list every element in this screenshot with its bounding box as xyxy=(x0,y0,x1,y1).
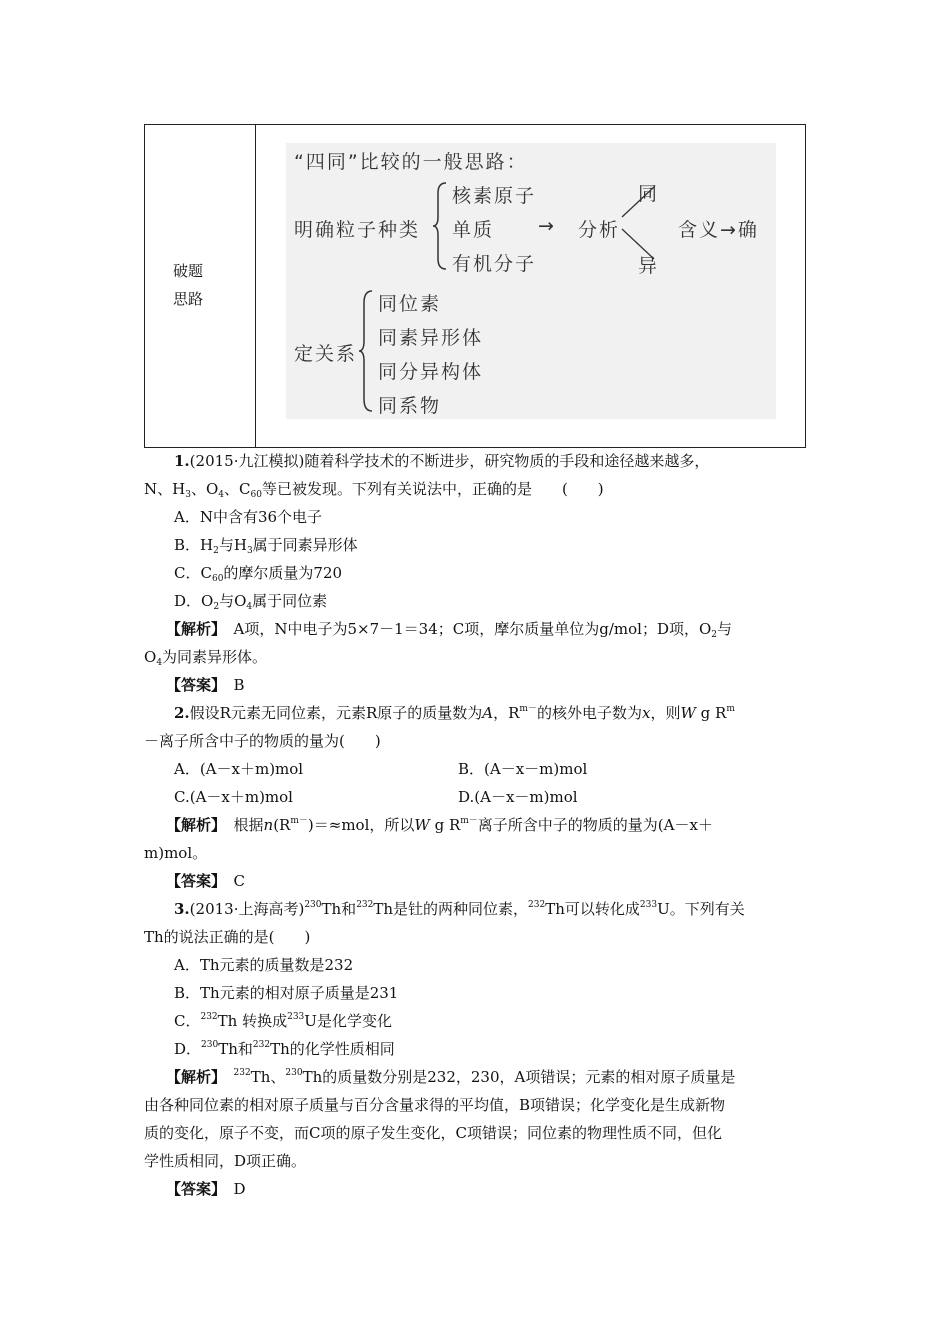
t xyxy=(219,1068,234,1086)
answer-label: 【答案】 xyxy=(166,1180,219,1198)
t: m xyxy=(726,704,735,714)
q3-analysis-line-1 xyxy=(166,1066,735,1087)
t: ，R xyxy=(493,704,520,722)
t: x xyxy=(641,704,651,722)
t: 230 xyxy=(201,1040,219,1050)
q3-option-c xyxy=(174,1010,392,1031)
t: Th的化学性质相同 xyxy=(270,1040,395,1058)
strategy-table xyxy=(144,124,806,448)
t: 233 xyxy=(287,1012,305,1022)
diagram-homolog: 同系物 xyxy=(378,395,442,417)
t: Th和 xyxy=(321,900,357,918)
t: 为同素异形体。 xyxy=(162,648,268,666)
q2-option-a: A．(A－x＋m)mol xyxy=(174,760,304,778)
t: (R xyxy=(273,816,291,834)
t: 、O xyxy=(190,480,219,498)
t: 的摩尔质量为720 xyxy=(223,564,343,582)
t: Th 转换成 xyxy=(217,1012,288,1030)
t: D．O xyxy=(174,592,214,610)
q3-number: 3. xyxy=(174,900,190,918)
t: m－ xyxy=(460,816,478,826)
diagram-item-element: 单质 xyxy=(452,219,495,241)
q2-option-d: D.(A－x－m)mol xyxy=(458,788,578,806)
q1-option-d xyxy=(174,590,327,611)
t: 属于同位素 xyxy=(252,592,328,610)
t: N、H xyxy=(144,480,186,498)
diagram-title: “四同”比较的一般思路： xyxy=(294,151,528,173)
q1-line1: (2015·九江模拟)随着科学技术的不断进步，研究物质的手段和途径越来越多， xyxy=(189,452,710,470)
t: 60 xyxy=(211,574,224,584)
t: Th和 xyxy=(218,1040,253,1058)
q1-stem-line-2 xyxy=(144,478,604,499)
q1-option-c xyxy=(174,562,342,583)
t: Th可以转化成 xyxy=(545,900,640,918)
q1-stem-line-1 xyxy=(174,450,709,471)
q2-option-b: B．(A－x－m)mol xyxy=(458,760,588,778)
t: 与H xyxy=(218,536,247,554)
t: 根据 xyxy=(218,816,264,834)
t: U。下列有关 xyxy=(657,900,745,918)
diagram-left-label: 明确粒子种类 xyxy=(294,219,421,241)
diagram-meaning: 含义→确 xyxy=(678,219,759,241)
t: Th、 xyxy=(250,1068,286,1086)
q2-answer xyxy=(166,870,245,891)
t: 4 xyxy=(156,658,163,668)
t: g R xyxy=(429,816,461,834)
q2-stem-line-2: －离子所含中子的物质的量为( ) xyxy=(144,732,381,750)
q3-option-a: A．Th元素的质量数是232 xyxy=(174,956,354,974)
q3-stem-line-1 xyxy=(174,898,745,919)
t: g R xyxy=(695,704,727,722)
t: 232 xyxy=(252,1040,271,1050)
t: W xyxy=(414,816,430,834)
diagram-allotrope: 同素异形体 xyxy=(378,327,484,349)
analysis-label: 【解析】 xyxy=(166,1068,219,1086)
t: 4 xyxy=(246,602,253,612)
t: m－ xyxy=(519,704,537,714)
q2-option-c: C.(A－x＋m)mol xyxy=(174,788,293,806)
row-label xyxy=(173,257,233,313)
brace-1 xyxy=(432,181,448,271)
q1-option-b xyxy=(174,534,358,555)
diagram-define: 定关系 xyxy=(294,343,358,365)
analysis-label: 【解析】 xyxy=(166,816,219,834)
t: Th是钍的两种同位素， xyxy=(373,900,529,918)
t: 等已被发现。下列有关说法中，正确的是 ( ) xyxy=(261,480,604,498)
q3-option-b: B．Th元素的相对原子质量是231 xyxy=(174,984,399,1002)
t: 232 xyxy=(200,1012,218,1022)
t: 3 xyxy=(185,490,191,500)
q1-option-a: A．N中含有36个电子 xyxy=(174,508,323,526)
row-label-line-1: 破题 xyxy=(173,262,204,280)
t: B．H xyxy=(174,536,214,554)
t: 60 xyxy=(250,490,262,500)
brace-2 xyxy=(358,289,374,413)
diagram-item-nuclide: 核素原子 xyxy=(452,185,537,207)
diagram-same: 同 xyxy=(638,183,660,205)
four-same-diagram xyxy=(286,143,776,419)
t: 2 xyxy=(213,546,219,556)
t: (2013·上海高考) xyxy=(189,900,305,918)
t: 与 xyxy=(717,620,733,638)
t: U是化学变化 xyxy=(304,1012,392,1030)
q3-option-d xyxy=(174,1038,395,1059)
t: 2 xyxy=(711,630,718,640)
t: C．C xyxy=(174,564,212,582)
t: 离子所含中子的物质的量为(A－x＋ xyxy=(477,816,713,834)
q3-analysis-line-3: 质的变化，原子不变，而C项的原子发生变化，C项错误；同位素的物理性质不同，但化 xyxy=(144,1124,722,1142)
t: C． xyxy=(174,1012,201,1030)
t: 的核外电子数为 xyxy=(536,704,642,722)
t: 4 xyxy=(218,490,224,500)
diagram-isomer: 同分异构体 xyxy=(378,361,484,383)
t: A项，N中电子为5×7－1＝34；C项，摩尔质量单位为g/mol；D项，O xyxy=(218,620,712,638)
t: B xyxy=(218,676,245,694)
q2-analysis-line-1 xyxy=(166,814,713,835)
table-divider xyxy=(255,125,256,447)
q3-analysis-line-2: 由各种同位素的相对原子质量与百分含量求得的平均值，B项错误；化学变化是生成新物 xyxy=(144,1096,726,1114)
diagram-item-organic: 有机分子 xyxy=(452,253,537,275)
t: )＝≈mol，所以 xyxy=(307,816,415,834)
t: 3 xyxy=(246,546,253,556)
q2-number: 2. xyxy=(174,704,190,722)
t: 232 xyxy=(233,1068,251,1078)
t: 232 xyxy=(356,900,374,910)
q2-stem-line-1 xyxy=(174,702,735,723)
t: 与O xyxy=(219,592,247,610)
diagram-isotope: 同位素 xyxy=(378,293,442,315)
t: D xyxy=(218,1180,246,1198)
q1-analysis-line-2 xyxy=(144,646,267,667)
q2-analysis-line-2: m)mol。 xyxy=(144,844,208,862)
diagram-arrow: → xyxy=(538,215,556,237)
q1-answer xyxy=(166,674,245,695)
q1-analysis-line-1 xyxy=(166,618,732,639)
t: 230 xyxy=(285,1068,303,1078)
t: W xyxy=(680,704,696,722)
row-label-line-2: 思路 xyxy=(173,290,204,308)
t: Th的质量数分别是232，230，A项错误；元素的相对原子质量是 xyxy=(302,1068,736,1086)
t: n xyxy=(263,816,274,834)
t: 230 xyxy=(304,900,322,910)
diagram-diff: 异 xyxy=(638,255,660,277)
q3-stem-line-2: Th的说法正确的是( ) xyxy=(144,928,311,946)
t: 、C xyxy=(224,480,251,498)
diagram-analyze: 分析 xyxy=(578,219,621,241)
q3-answer xyxy=(166,1178,246,1199)
t: 属于同素异形体 xyxy=(252,536,358,554)
t: 假设R元素无同位素，元素R原子的质量数为 xyxy=(189,704,483,722)
t: m－ xyxy=(290,816,308,826)
answer-label: 【答案】 xyxy=(166,676,219,694)
t: ，则 xyxy=(650,704,681,722)
t: D． xyxy=(174,1040,202,1058)
answer-label: 【答案】 xyxy=(166,872,219,890)
t: A xyxy=(482,704,494,722)
q1-number: 1. xyxy=(174,452,190,470)
analysis-label: 【解析】 xyxy=(166,620,219,638)
t: C xyxy=(218,872,245,890)
t: 232 xyxy=(528,900,546,910)
t: 2 xyxy=(213,602,220,612)
q3-analysis-line-4: 学性质相同，D项正确。 xyxy=(144,1152,307,1170)
t: O xyxy=(144,648,157,666)
t: 233 xyxy=(639,900,658,910)
